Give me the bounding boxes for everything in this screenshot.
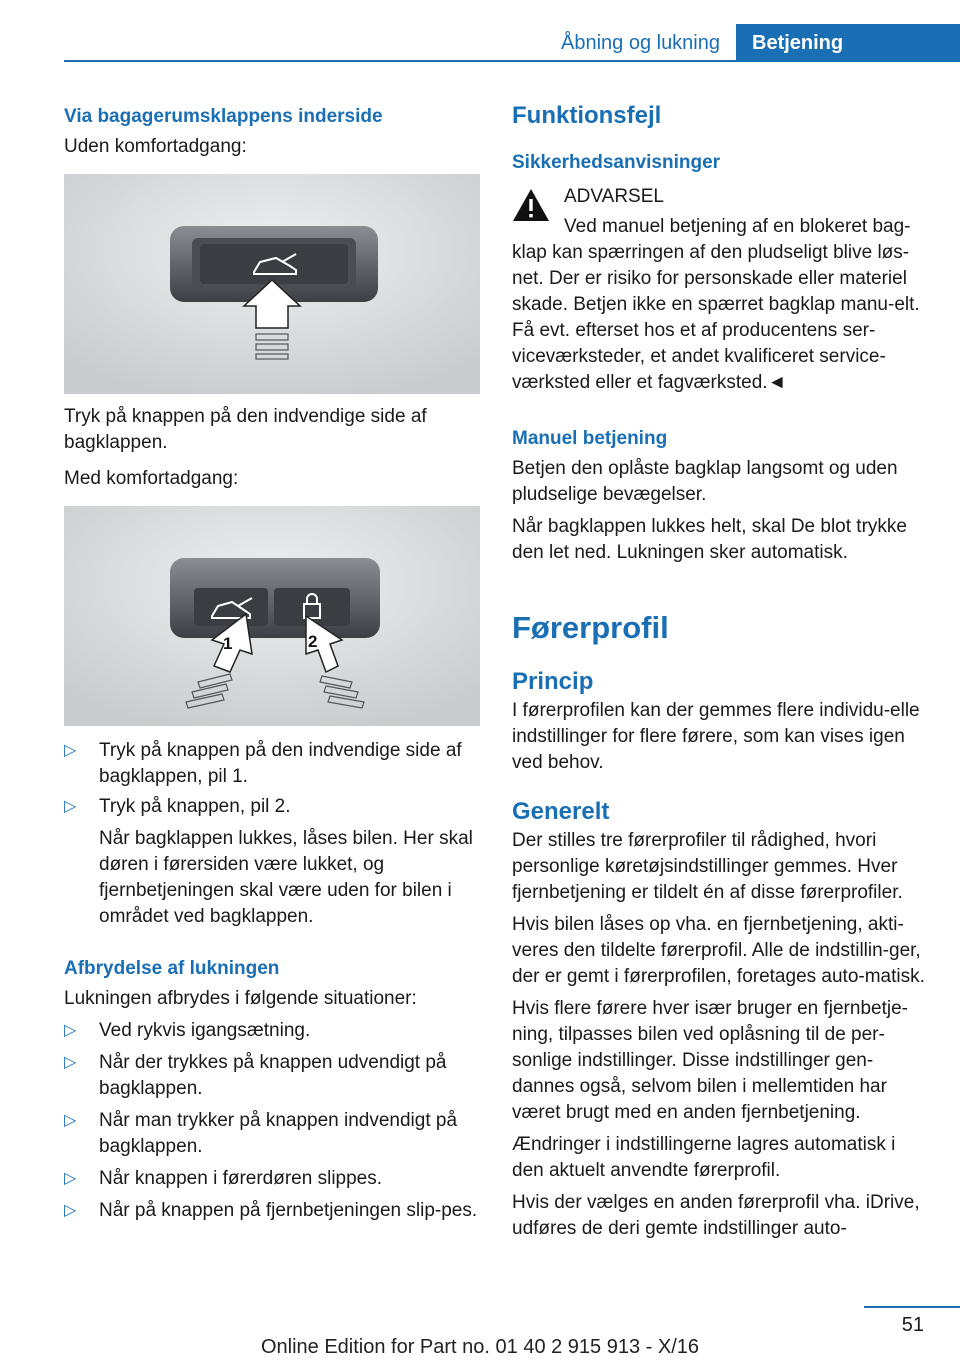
figure-trunk-button-single <box>64 174 480 394</box>
right-column <box>512 100 928 1242</box>
list-item: ▷ Når man trykker på knappen indvendigt på bagklappen. <box>64 1110 458 1157</box>
general-text-1: Der stilles tre førerprofiler til rådighed, hvori personlige køretøjsindstillinger gemmes. Hver fjernbetjening er tildelt én af disse førerprofiler. <box>512 830 903 903</box>
header-rule <box>64 60 960 62</box>
malfunction-heading: Funktionsfejl <box>512 102 662 129</box>
list-item: ▷ Når knappen i førerdøren slippes. <box>64 1166 480 1192</box>
header-chapter-tab: Betjening <box>736 24 960 62</box>
triangle-right-outline-icon: ▷ <box>64 1054 77 1071</box>
warning-triangle-icon <box>512 188 550 222</box>
principle-heading: Princip <box>512 668 594 695</box>
step-note: Når bagklappen lukkes, låses bilen. Her skal døren i førersiden være lukket, og fjernbetjeningen skal være uden for bilen i området ved bagklappen. <box>99 828 473 927</box>
interrupt-heading: Afbrydelse af lukningen <box>64 958 280 979</box>
list-item: ▷ Tryk på knappen, pil 2. Når bagklappen lukkes, låses bilen. Her skal døren i førersiden være lukket, og fjernbetjeningen skal være uden for bilen i området ved bagklappen. <box>64 794 480 930</box>
page-number: 51 <box>901 1314 924 1336</box>
triangle-right-outline-icon: ▷ <box>64 1202 77 1219</box>
general-text-3: Hvis flere førere hver især bruger en fjernbetje-ning, tilpasses bilen ved oplåsning til de per-sonlige indstillinger. Disse indstillinger gen-dannes også, selvom bilen i mellemtiden har været brugt med en anden fjernbetjening. <box>512 998 908 1123</box>
triangle-right-outline-icon: ▷ <box>64 742 77 759</box>
interrupt-list <box>64 1018 480 1224</box>
footer-rule <box>864 1306 960 1308</box>
without-comfort-label: Uden komfortadgang: <box>64 136 247 157</box>
arrow-label-1: 1 <box>223 634 233 653</box>
triangle-right-outline-icon: ▷ <box>64 1022 77 1039</box>
warning-text: Ved manuel betjening af en blokeret bag-klap kan spærringen af den pludseligt blive løs-net. Der er risiko for personskade eller materiel skade. Betjen ikke en spærret bagklap manu-elt. Få evt. efterset hos et af producentens ser-viceværksteder, et andet kvalificeret service-værksted eller et fagværksted.◄ <box>512 216 920 393</box>
trunk-buttons-illustration <box>64 506 480 726</box>
trunk-button-illustration <box>64 174 480 394</box>
warning-title: ADVARSEL <box>564 186 664 207</box>
safety-heading: Sikkerhedsanvisninger <box>512 152 721 173</box>
general-text-4: Ændringer i indstillingerne lagres automatisk i den aktuelt anvendte førerprofil. <box>512 1134 896 1181</box>
with-comfort-label: Med komfortadgang: <box>64 468 239 489</box>
list-item: ▷ Når på knappen på fjernbetjeningen slip-pes. <box>64 1198 480 1224</box>
manual-text-1: Betjen den oplåste bagklap langsomt og uden pludselige bevægelser. <box>512 458 898 505</box>
left-column <box>64 100 480 1224</box>
list-item: ▷ Tryk på knappen på den indvendige side af bagklappen, pil 1. <box>64 740 462 787</box>
triangle-right-outline-icon: ▷ <box>64 1112 77 1129</box>
figure-trunk-buttons-double <box>64 506 480 726</box>
general-text-5: Hvis der vælges en anden førerprofil vha. iDrive, udføres de deri gemte indstillinger auto- <box>512 1192 920 1239</box>
general-text-2: Hvis bilen låses op vha. en fjernbetjening, akti-veres den tildelte førerprofil. Alle de indstillin-ger, der er gemt i førerprofilen, foretages auto-matisk. <box>512 914 925 987</box>
inside-heading: Via bagagerumsklappens inderside <box>64 106 383 127</box>
list-item: ▷ Når der trykkes på knappen udvendigt på bagklappen. <box>64 1052 447 1099</box>
warning-block <box>512 184 928 396</box>
principle-text: I førerprofilen kan der gemmes flere individu-elle indstillinger for flere førere, som kan vises igen ved behov. <box>512 700 920 773</box>
edition-footer: Online Edition for Part no. 01 40 2 915 913 - X/16 <box>260 1336 700 1358</box>
profile-heading: Førerprofil <box>512 610 669 645</box>
arrow-label-2: 2 <box>308 632 318 651</box>
general-heading: Generelt <box>512 798 610 825</box>
manual-heading: Manuel betjening <box>512 428 668 449</box>
triangle-right-outline-icon: ▷ <box>64 798 77 815</box>
triangle-right-outline-icon: ▷ <box>64 1170 77 1187</box>
list-item: ▷ Ved rykvis igangsætning. <box>64 1018 480 1044</box>
comfort-steps-list <box>64 738 480 930</box>
header-section-title: Åbning og lukning <box>560 32 720 54</box>
interrupt-intro: Lukningen afbrydes i følgende situationer: <box>64 988 417 1009</box>
press-inside-text: Tryk på knappen på den indvendige side af bagklappen. <box>64 406 427 453</box>
manual-text-2: Når bagklappen lukkes helt, skal De blot trykke den let ned. Lukningen sker automatisk. <box>512 516 907 563</box>
